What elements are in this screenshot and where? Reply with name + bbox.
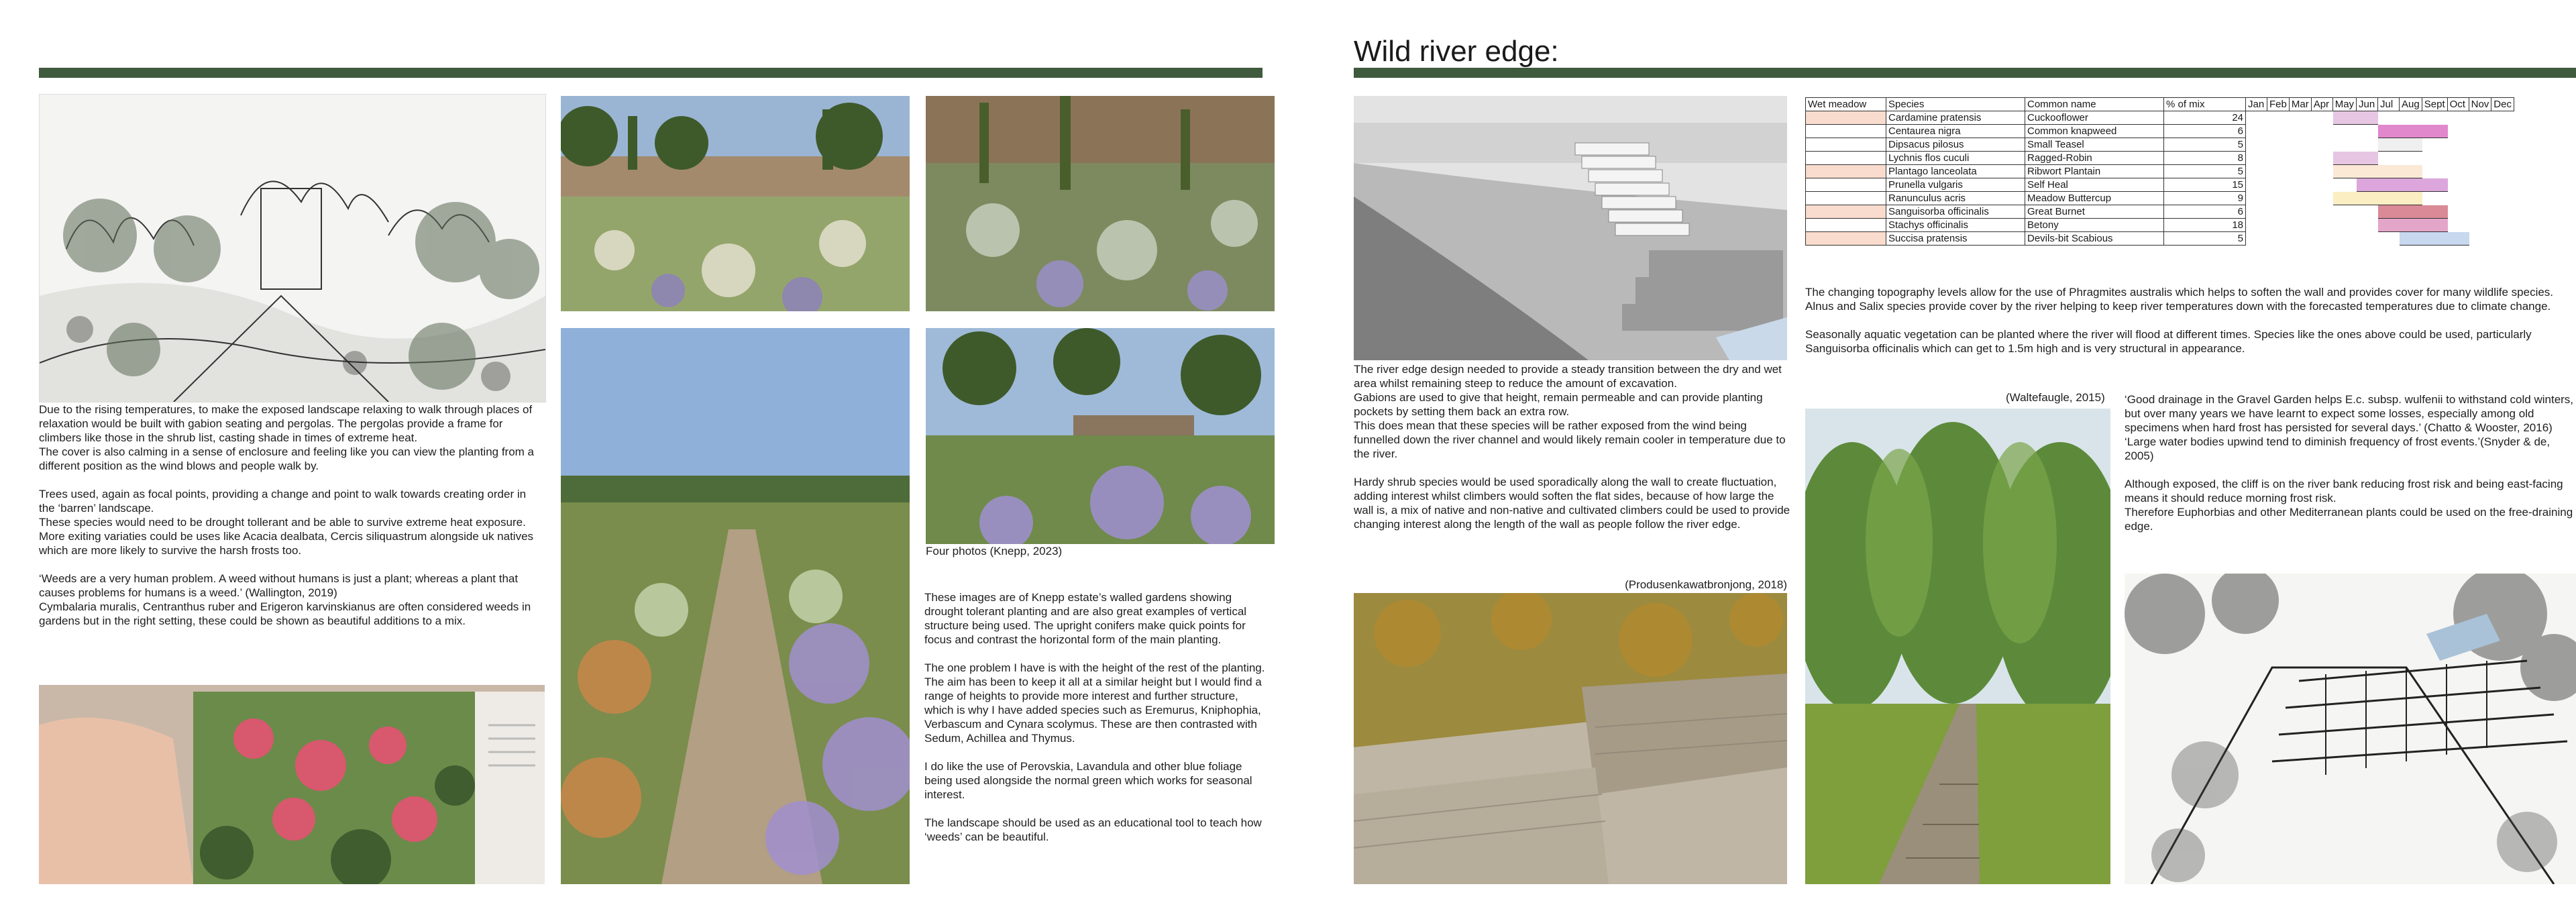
- table-row: [1806, 219, 2514, 232]
- shrub-paragraph: Hardy shrub species would be used sporadically along the wall to create fluctuation, adding interest whilst climbers would soften the flat sides, because of how large the wall is, a mix of native and non-native and cultivated climbers could be used to provide changing interest along the length of the wall as people follow the river edge.: [1354, 476, 1790, 531]
- bloom-month-cell: [2378, 219, 2400, 232]
- bloom-month-cell: [2400, 125, 2422, 138]
- bloom-month-cell: [2378, 205, 2400, 219]
- bloom-month-cell: [2311, 178, 2332, 192]
- common-name-cell: Cuckooflower: [2025, 111, 2164, 125]
- species-cell: Cardamine pratensis: [1886, 111, 2025, 125]
- bloom-month-cell: [2357, 219, 2378, 232]
- bloom-month-cell: [2357, 138, 2378, 152]
- bloom-month-cell: [2246, 219, 2267, 232]
- percent-mix-cell: 5: [2164, 138, 2246, 152]
- trees-paragraph-3: More exiting variaties could be uses like Acacia dealbata, Cercis siliquastrum alongside uk natives which are more likely to survive the harsh frosts too.: [39, 530, 534, 557]
- bloom-month-cell: [2246, 165, 2267, 178]
- knepp-text-block: [924, 590, 1267, 844]
- bloom-month-cell: [2289, 219, 2311, 232]
- percent-mix-cell: 15: [2164, 178, 2246, 192]
- header-month-mar: Mar: [2289, 98, 2311, 111]
- bloom-month-cell: [2447, 232, 2469, 246]
- wet-meadow-swatch-cell: [1806, 205, 1886, 219]
- gabion-wall-photo: [1354, 593, 1787, 884]
- cliff-paragraph-2: Therefore Euphorbias and other Mediterranean plants could be used on the free-draining edge.: [2125, 506, 2573, 533]
- wet-meadow-swatch-cell: [1806, 192, 1886, 205]
- bloom-month-cell: [2447, 219, 2469, 232]
- bloom-month-cell: [2400, 205, 2422, 219]
- bloom-month-cell: [2311, 219, 2332, 232]
- bloom-month-cell: [2447, 125, 2469, 138]
- bloom-month-cell: [2447, 165, 2469, 178]
- river-edge-text-block: [1354, 362, 1791, 531]
- percent-mix-cell: 8: [2164, 152, 2246, 165]
- bloom-month-cell: [2246, 232, 2267, 246]
- bloom-month-cell: [2422, 205, 2447, 219]
- bloom-month-cell: [2332, 111, 2356, 125]
- bloom-month-cell: [2469, 125, 2491, 138]
- bloom-month-cell: [2267, 138, 2290, 152]
- species-table-body: [1806, 111, 2514, 246]
- bloom-month-cell: [2332, 232, 2356, 246]
- left-header-bar: [39, 68, 1263, 78]
- bloom-month-cell: [2267, 165, 2290, 178]
- species-cell: Sanguisorba officinalis: [1886, 205, 2025, 219]
- bloom-month-cell: [2469, 152, 2491, 165]
- bloom-month-cell: [2289, 138, 2311, 152]
- bloom-month-cell: [2267, 125, 2290, 138]
- knepp-paragraph-2: The one problem I have is with the height of the rest of the planting. The aim has been to keep it all at a similar height but I would find a range of heights to provide more interest and further structure, which is why I have added species such as Eremurus, Kniphophia, Verbascum and Cynara scolymus. These are then contrasted with Sedum, Achillea and Thymus.: [924, 661, 1265, 745]
- table-row: [1806, 178, 2514, 192]
- header-month-nov: Nov: [2469, 98, 2491, 111]
- bloom-month-cell: [2289, 165, 2311, 178]
- header-species: Species: [1886, 98, 2025, 111]
- bloom-month-cell: [2267, 205, 2290, 219]
- bloom-month-cell: [2378, 138, 2400, 152]
- topography-paragraph: The changing topography levels allow for the use of Phragmites australis which helps to soften the wall and provides cover for many wildlife species. Alnus and Salix species provide cover by the river helping to keep river temperatures down with the forecasted temperatures due to climate change.: [1805, 286, 2554, 313]
- bloom-month-cell: [2311, 125, 2332, 138]
- bloom-month-cell: [2311, 205, 2332, 219]
- bloom-month-cell: [2469, 138, 2491, 152]
- bloom-month-cell: [2400, 138, 2422, 152]
- bloom-month-cell: [2469, 178, 2491, 192]
- bloom-month-cell: [2311, 111, 2332, 125]
- river-edge-model-render: [1354, 96, 1787, 360]
- bloom-month-cell: [2311, 165, 2332, 178]
- bloom-month-cell: [2491, 219, 2514, 232]
- wet-meadow-swatch-cell: [1806, 152, 1886, 165]
- trees-paragraph-2: These species would need to be drought tollerant and be able to survive extreme heat exposure.: [39, 516, 526, 529]
- gravel-quote-2: ‘Large water bodies upwind tend to diminish frequency of frost events.’(Snyder & de, 2005): [2125, 435, 2551, 462]
- bloom-month-cell: [2400, 232, 2422, 246]
- header-month-jan: Jan: [2246, 98, 2267, 111]
- bloom-month-cell: [2400, 165, 2422, 178]
- bloom-month-cell: [2378, 232, 2400, 246]
- table-row: [1806, 111, 2514, 125]
- gabion-photo-caption: (Produsenkawatbronjong, 2018): [1625, 578, 1787, 591]
- wet-meadow-species-table: [1805, 97, 2514, 246]
- table-row: [1806, 192, 2514, 205]
- bloom-month-cell: [2491, 138, 2514, 152]
- common-name-cell: Common knapweed: [2025, 125, 2164, 138]
- species-cell: Prunella vulgaris: [1886, 178, 2025, 192]
- knepp-paragraph-3: I do like the use of Perovskia, Lavandula and other blue foliage being used alongside the normal green which works for seasonal interest.: [924, 760, 1252, 801]
- knepp-photo-top-left: [561, 96, 910, 311]
- bloom-month-cell: [2447, 178, 2469, 192]
- bloom-month-cell: [2311, 232, 2332, 246]
- wet-meadow-swatch-cell: [1806, 219, 1886, 232]
- common-name-cell: Devils-bit Scabious: [2025, 232, 2164, 246]
- table-row: [1806, 138, 2514, 152]
- bloom-month-cell: [2311, 138, 2332, 152]
- bloom-month-cell: [2332, 152, 2356, 165]
- river-paragraph-1: The river edge design needed to provide a steady transition between the dry and wet area whilst remaining steep to reduce the amount of excavation.: [1354, 363, 1782, 390]
- bloom-month-cell: [2378, 165, 2400, 178]
- trees-paragraph-1: Trees used, again as focal points, providing a change and point to walk towards creating order in the ‘barren’ landscape.: [39, 488, 527, 515]
- knepp-photo-top-right: [926, 96, 1275, 311]
- bloom-month-cell: [2491, 165, 2514, 178]
- bloom-month-cell: [2246, 152, 2267, 165]
- bloom-month-cell: [2267, 232, 2290, 246]
- percent-mix-cell: 6: [2164, 205, 2246, 219]
- bloom-month-cell: [2400, 152, 2422, 165]
- bloom-month-cell: [2246, 138, 2267, 152]
- knepp-paragraph-1: These images are of Knepp estate’s walled gardens showing drought tolerant planting and are also great examples of vertical structure being used. The upright conifers make quick points for focus and contrast the horizontal form of the main planting.: [924, 591, 1247, 646]
- header-wet-meadow: Wet meadow: [1806, 98, 1886, 111]
- species-cell: Stachys officinalis: [1886, 219, 2025, 232]
- header-month-oct: Oct: [2447, 98, 2469, 111]
- bloom-month-cell: [2289, 232, 2311, 246]
- common-name-cell: Ribwort Plantain: [2025, 165, 2164, 178]
- bloom-month-cell: [2378, 111, 2400, 125]
- bloom-month-cell: [2246, 125, 2267, 138]
- species-cell: Succisa pratensis: [1886, 232, 2025, 246]
- knepp-paragraph-4: The landscape should be used as an educational tool to teach how ‘weeds’ can be beautiful.: [924, 816, 1262, 843]
- header-month-sept: Sept: [2422, 98, 2447, 111]
- knepp-photos-caption: Four photos (Knepp, 2023): [926, 545, 1063, 557]
- bloom-month-cell: [2246, 178, 2267, 192]
- common-name-cell: Small Teasel: [2025, 138, 2164, 152]
- species-cell: Centaurea nigra: [1886, 125, 2025, 138]
- bloom-month-cell: [2400, 111, 2422, 125]
- percent-mix-cell: 6: [2164, 125, 2246, 138]
- bloom-month-cell: [2289, 205, 2311, 219]
- bloom-month-cell: [2289, 125, 2311, 138]
- bloom-month-cell: [2332, 138, 2356, 152]
- bloom-month-cell: [2357, 111, 2378, 125]
- common-name-cell: Great Burnet: [2025, 205, 2164, 219]
- bloom-month-cell: [2422, 192, 2447, 205]
- knepp-photo-path: [561, 328, 910, 884]
- header-percent-mix: % of mix: [2164, 98, 2246, 111]
- bloom-month-cell: [2267, 152, 2290, 165]
- bloom-month-cell: [2289, 192, 2311, 205]
- bloom-month-cell: [2357, 178, 2378, 192]
- bloom-month-cell: [2289, 111, 2311, 125]
- wet-meadow-swatch-cell: [1806, 125, 1886, 138]
- bloom-month-cell: [2332, 205, 2356, 219]
- intro-paragraph-2: The cover is also calming in a sense of enclosure and feeling like you can view the planting from a different position as the wind blows and people walk by.: [39, 445, 535, 472]
- wet-meadow-swatch-cell: [1806, 165, 1886, 178]
- topography-text-block: [1805, 285, 2576, 356]
- bloom-month-cell: [2422, 178, 2447, 192]
- weeds-quote: ‘Weeds are a very human problem. A weed without humans is just a plant; whereas a plant that causes problems for humans is a weed.’ (Wallington, 2019): [39, 572, 519, 599]
- bloom-month-cell: [2422, 138, 2447, 152]
- bloom-month-cell: [2378, 125, 2400, 138]
- species-cell: Plantago lanceolata: [1886, 165, 2025, 178]
- bloom-month-cell: [2422, 152, 2447, 165]
- bloom-month-cell: [2491, 205, 2514, 219]
- table-row: [1806, 165, 2514, 178]
- header-month-feb: Feb: [2267, 98, 2290, 111]
- bloom-month-cell: [2469, 219, 2491, 232]
- bloom-month-cell: [2422, 111, 2447, 125]
- bloom-month-cell: [2378, 152, 2400, 165]
- percent-mix-cell: 5: [2164, 165, 2246, 178]
- boardwalk-photo-caption: (Waltefaugle, 2015): [2006, 391, 2105, 404]
- page-title: Wild river edge:: [1354, 35, 1559, 68]
- bloom-month-cell: [2332, 125, 2356, 138]
- cliff-edge-sketch: [2125, 574, 2576, 884]
- bloom-month-cell: [2447, 205, 2469, 219]
- bloom-month-cell: [2332, 219, 2356, 232]
- book-photo: [39, 685, 545, 884]
- bloom-month-cell: [2357, 192, 2378, 205]
- table-row: [1806, 205, 2514, 219]
- bloom-month-cell: [2246, 111, 2267, 125]
- header-month-apr: Apr: [2311, 98, 2332, 111]
- bloom-month-cell: [2357, 165, 2378, 178]
- gravel-quote-1: ‘Good drainage in the Gravel Garden helps E.c. subsp. wulfenii to withstand cold winters, but over many years we have learnt to expect some losses, especially among old specimens when hard frost has persisted for several days.’ (Chatto & Wooster, 2016): [2125, 393, 2574, 434]
- knepp-photo-wall: [926, 328, 1275, 544]
- river-paragraph-3: This does mean that these species will be rather exposed from the wind being funnelled down the river channel and would likely remain cooler in temperature due to the river.: [1354, 419, 1786, 460]
- bloom-month-cell: [2332, 165, 2356, 178]
- bloom-month-cell: [2400, 192, 2422, 205]
- bloom-month-cell: [2267, 219, 2290, 232]
- bloom-month-cell: [2332, 192, 2356, 205]
- boardwalk-photo: [1805, 409, 2110, 884]
- header-month-jun: Jun: [2357, 98, 2378, 111]
- bloom-month-cell: [2422, 232, 2447, 246]
- table-row: [1806, 232, 2514, 246]
- common-name-cell: Ragged-Robin: [2025, 152, 2164, 165]
- bloom-month-cell: [2267, 192, 2290, 205]
- bloom-month-cell: [2267, 111, 2290, 125]
- species-cell: Dipsacus pilosus: [1886, 138, 2025, 152]
- common-name-cell: Betony: [2025, 219, 2164, 232]
- bloom-month-cell: [2311, 192, 2332, 205]
- bloom-month-cell: [2491, 232, 2514, 246]
- cliff-paragraph-1: Although exposed, the cliff is on the river bank reducing frost risk and being east-facing means it should reduce morning frost risk.: [2125, 478, 2563, 504]
- bloom-month-cell: [2491, 192, 2514, 205]
- bloom-month-cell: [2491, 178, 2514, 192]
- header-month-jul: Jul: [2378, 98, 2400, 111]
- wet-meadow-swatch-cell: [1806, 232, 1886, 246]
- table-header-row: [1806, 98, 2514, 111]
- bloom-month-cell: [2357, 232, 2378, 246]
- bloom-month-cell: [2469, 192, 2491, 205]
- bloom-month-cell: [2422, 125, 2447, 138]
- bloom-month-cell: [2400, 178, 2422, 192]
- bloom-month-cell: [2311, 152, 2332, 165]
- header-common-name: Common name: [2025, 98, 2164, 111]
- bloom-month-cell: [2357, 125, 2378, 138]
- table-row: [1806, 152, 2514, 165]
- bloom-month-cell: [2491, 111, 2514, 125]
- bloom-month-cell: [2469, 232, 2491, 246]
- garden-sketch-illustration: [39, 94, 546, 403]
- bloom-month-cell: [2422, 219, 2447, 232]
- species-cell: Lychnis flos cuculi: [1886, 152, 2025, 165]
- common-name-cell: Self Heal: [2025, 178, 2164, 192]
- bloom-month-cell: [2447, 192, 2469, 205]
- river-paragraph-2: Gabions are used to give that height, remain permeable and can provide planting pockets by setting them back an extra row.: [1354, 391, 1763, 418]
- bloom-month-cell: [2491, 125, 2514, 138]
- bloom-month-cell: [2267, 178, 2290, 192]
- bloom-month-cell: [2332, 178, 2356, 192]
- bloom-month-cell: [2469, 205, 2491, 219]
- common-name-cell: Meadow Buttercup: [2025, 192, 2164, 205]
- percent-mix-cell: 9: [2164, 192, 2246, 205]
- percent-mix-cell: 24: [2164, 111, 2246, 125]
- bloom-month-cell: [2447, 152, 2469, 165]
- aquatic-paragraph: Seasonally aquatic vegetation can be planted where the river will flood at different times. Species like the ones above could be used, particularly Sanguisorba officinalis which can get to 1.5m high and is very structural in appearance.: [1805, 328, 2532, 355]
- wet-meadow-swatch-cell: [1806, 138, 1886, 152]
- bloom-month-cell: [2378, 178, 2400, 192]
- bloom-month-cell: [2378, 192, 2400, 205]
- bloom-month-cell: [2422, 165, 2447, 178]
- species-cell: Ranunculus acris: [1886, 192, 2025, 205]
- table-row: [1806, 125, 2514, 138]
- intro-paragraph-1: Due to the rising temperatures, to make the exposed landscape relaxing to walk through places of relaxation would be built with gabion seating and pergolas. The pergolas provide a frame for climbers like those in the shrub list, casting shade in times of extreme heat.: [39, 403, 533, 444]
- bloom-month-cell: [2469, 165, 2491, 178]
- header-month-dec: Dec: [2491, 98, 2514, 111]
- bloom-month-cell: [2491, 152, 2514, 165]
- bloom-month-cell: [2289, 152, 2311, 165]
- bloom-month-cell: [2469, 111, 2491, 125]
- bloom-month-cell: [2357, 205, 2378, 219]
- header-month-aug: Aug: [2400, 98, 2422, 111]
- right-header-bar: [1354, 68, 2576, 78]
- header-month-may: May: [2332, 98, 2356, 111]
- gravel-text-block: [2125, 392, 2576, 533]
- bloom-month-cell: [2357, 152, 2378, 165]
- bloom-month-cell: [2447, 111, 2469, 125]
- bloom-month-cell: [2400, 219, 2422, 232]
- percent-mix-cell: 18: [2164, 219, 2246, 232]
- percent-mix-cell: 5: [2164, 232, 2246, 246]
- bloom-month-cell: [2246, 192, 2267, 205]
- wet-meadow-swatch-cell: [1806, 178, 1886, 192]
- bloom-month-cell: [2246, 205, 2267, 219]
- weeds-species-paragraph: Cymbalaria muralis, Centranthus ruber and Erigeron karvinskianus are often considered weeds in gardens but in the right setting, these could be shown as beautiful additions to a mix.: [39, 600, 531, 627]
- wet-meadow-swatch-cell: [1806, 111, 1886, 125]
- bloom-month-cell: [2447, 138, 2469, 152]
- intro-text-block: [39, 403, 545, 628]
- bloom-month-cell: [2289, 178, 2311, 192]
